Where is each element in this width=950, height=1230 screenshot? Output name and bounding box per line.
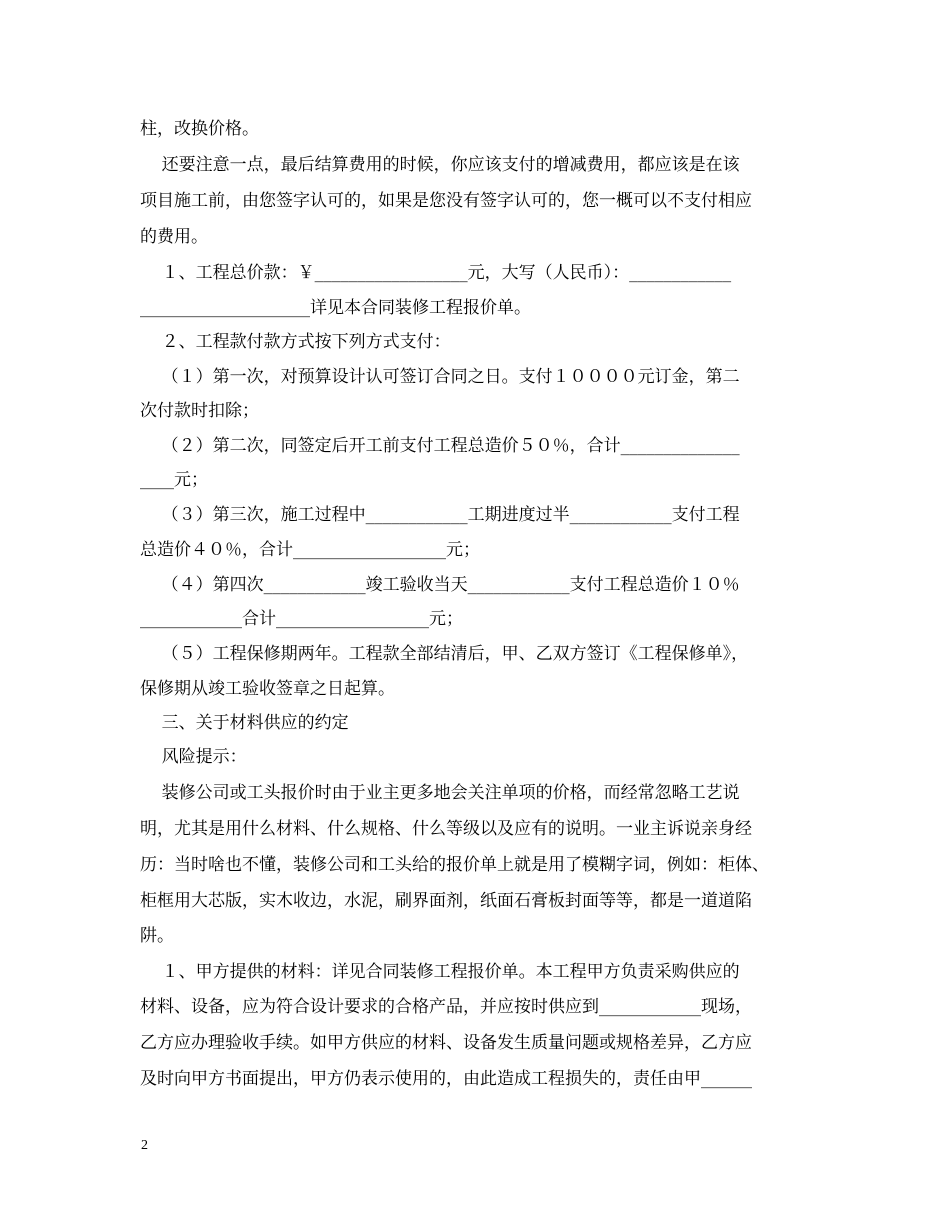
text-line: 次付款时扣除； (140, 401, 259, 421)
text-line: 项目施工前，由您签字认可的，如果是您没有签字认可的，您一概可以不支付相应 (140, 191, 752, 211)
text-line: 明，尤其是用什么材料、什么规格、什么等级以及应有的说明。一业主诉说亲身经 (140, 819, 752, 839)
page-number: 2 (141, 1138, 148, 1153)
text-line: （５）工程保修期两年。工程款全部结清后，甲、乙双方签订《工程保修单》， (140, 644, 749, 664)
text-line: 乙方应办理验收手续。如甲方供应的材料、设备发生质量问题或规格差异，乙方应 (140, 1033, 752, 1053)
text-line: 风险提示： (140, 747, 247, 767)
text-line: 保修期从竣工验收签章之日起算。 (140, 679, 395, 699)
text-line: 材料、设备，应为符合设计要求的合格产品，并应按时供应到____________现场， (140, 997, 752, 1017)
text-line: 历：当时啥也不懂，装修公司和工头给的报价单上就是用了模糊字词，例如：柜体、 (140, 855, 769, 875)
section-heading: 三、关于材料供应的约定 (140, 713, 349, 733)
text-line: 柜框用大芯版，实木收边，水泥，刷界面剂，纸面石膏板封面等等，都是一道道陷 (140, 891, 752, 911)
text-line: （２）第二次，同签定后开工前支付工程总造价５０％，合计______________ (140, 436, 740, 456)
text-line: 阱。 (140, 926, 174, 946)
text-line: 装修公司或工头报价时由于业主更多地会关注单项的价格，而经常忽略工艺说 (140, 783, 740, 803)
text-line: 总造价４０％，合计__________________元； (140, 540, 480, 560)
text-line: ____________________详见本合同装修工程报价单。 (140, 298, 531, 318)
text-line: 及时向甲方书面提出，甲方仍表示使用的，由此造成工程损失的，责任由甲______ (140, 1069, 752, 1089)
text-line: 还要注意一点，最后结算费用的时候，你应该支付的增减费用，都应该是在该 (140, 155, 740, 175)
text-line: （１）第一次，对预算设计认可签订合同之日。支付１００００元订金，第二 (140, 367, 740, 387)
text-line: 的费用。 (140, 227, 208, 247)
text-line: １、工程总价款：￥__________________元，大写（人民币）：____________ (140, 263, 732, 283)
text-line: （３）第三次，施工过程中____________工期进度过半____________支付工程 (140, 505, 740, 525)
text-line: ____________合计__________________元； (140, 609, 463, 629)
text-line: １、甲方提供的材料：详见合同装修工程报价单。本工程甲方负责采购供应的 (140, 962, 740, 982)
text-line: （４）第四次____________竣工验收当天____________支付工程总造价１０％ (140, 575, 740, 595)
text-line: ____元； (140, 470, 208, 490)
text-line: ２、工程款付款方式按下列方式支付： (140, 332, 451, 352)
text-line: 柱，改换价格。 (140, 119, 259, 139)
